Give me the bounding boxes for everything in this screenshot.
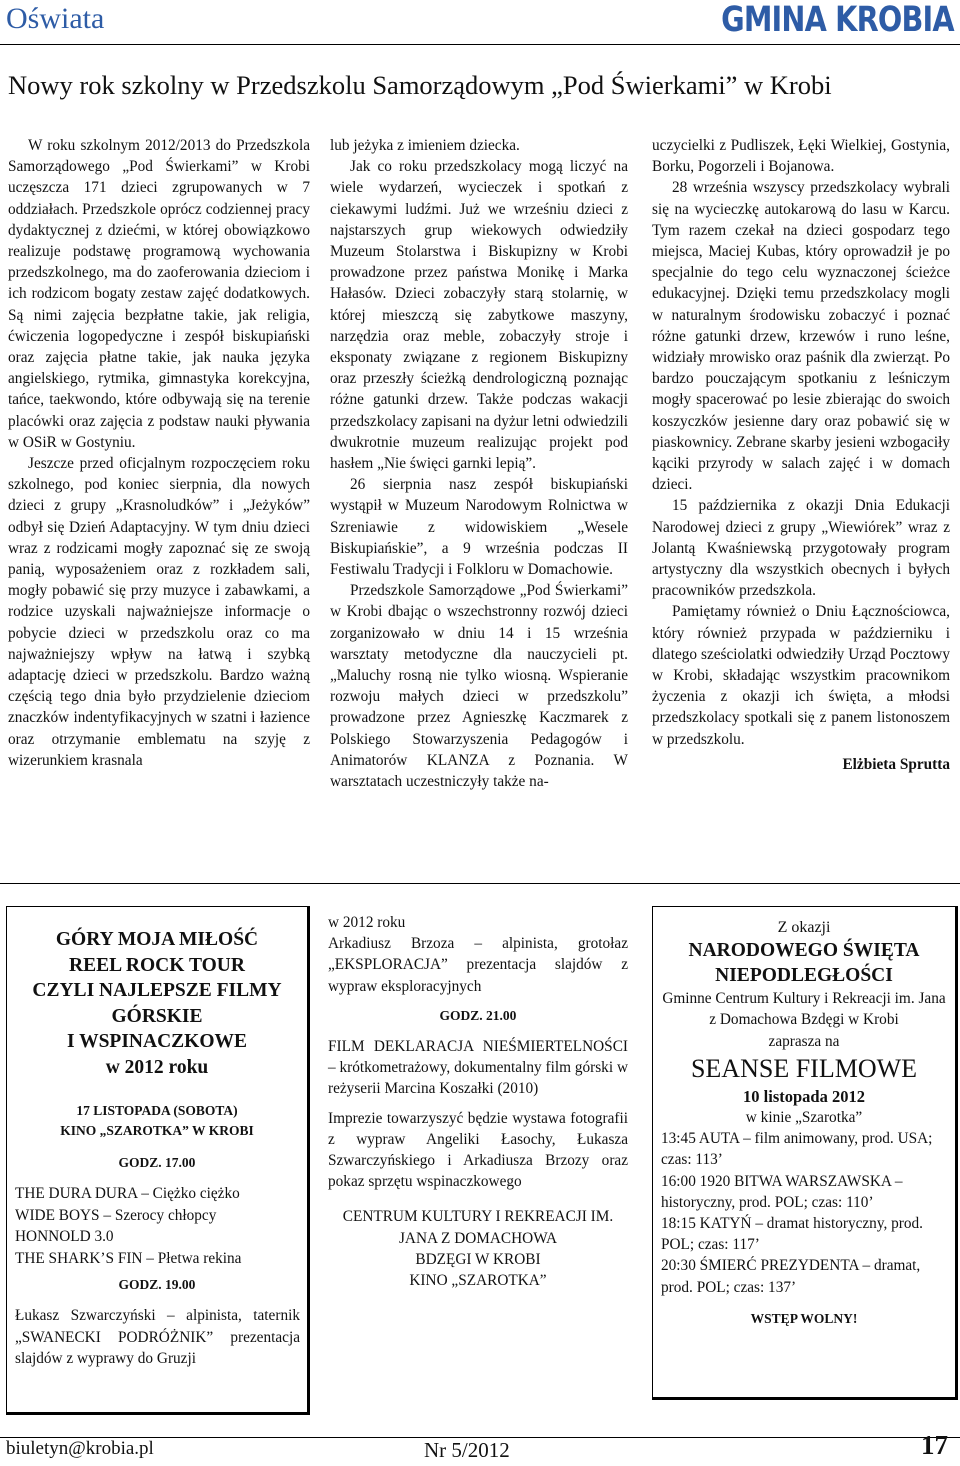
paragraph: Przedszkole Samorządowe „Pod Świerkami” w Krobi dbając o wszechstronny rozwój dzieci zorganizowało w dniu 14 i 15 września warsztaty metodyczne dla nauczycieli pt. „Maluchy rosną nie tylko wiosną. Wspieranie rozwoju małych dzieci w przedszkolu” prowadzone przez Agnieszkę Kaczmarek z Polskiego Stowarzyszenia Pedagogów i Animatorów KLANZA z Poznania. W warsztatach uczestniczyły także na- <box>330 582 628 791</box>
screenings-heading: SEANSE FILMOWE <box>690 1053 918 1083</box>
film-item: HONNOLD 3.0 <box>15 1228 114 1245</box>
footer-email: biuletyn@krobia.pl <box>6 1438 154 1459</box>
paragraph: 26 sierpnia nasz zespół biskupiański wystąpił w Muzeum Narodowym Rolnictwa w Szreniawie z widowiskiem „Wesele Biskupiańskie”, a 9 września podczas II Festiwalu Tradycji i Folkloru w Domachowie. <box>330 476 628 579</box>
section-divider <box>0 883 960 884</box>
screening-item: 20:30 ŚMIERĆ PREZYDENTA – dramat, prod. POL; czas: 137’ <box>661 1257 921 1296</box>
film-item: THE DURA DURA – Ciężko ciężko <box>15 1185 240 1202</box>
section-title: Oświata <box>6 2 105 35</box>
paragraph: lub jeżyka z imieniem dziecka. <box>330 137 520 154</box>
paragraph: W roku szkolnym 2012/2013 do Przedszkola Samorządowego „Pod Świerkami” w Krobi uczęszcza 171 dzieci zgrupowanych w 7 oddziałach. Przedszkole oprócz codziennej pracy dydaktycznej z dziećmi, w której obowiązkowo realizuje podstawę programową wychowania przedszkolnego, ma do zaoferowania dzieciom i ich rodzicom bogaty zestaw zajęć dodatkowych. Są nimi zajęcia bezpłatne takie, jak religia, ćwiczenia logopedyczne i zespół biskupiański oraz zajęcia płatne takie, jak nauka języka angielskiego, rytmika, gimnastyka korekcyjna, tańce, taekwondo, które odbywają się na terenie placówki oraz zajęcia z podstaw nauki pływania w OSiR w Gostyniu. <box>8 137 310 451</box>
screening-list <box>653 1128 955 1298</box>
article-column-1 <box>8 135 310 771</box>
event-box-independence-films: Z okazji NARODOWEGO ŚWIĘTA NIEPODLEGŁOŚCI Gminne Centrum Kultury i Rekreacji im. Jana z Domachowa Bzdęgi w Krobi zaprasza na SEANSE FILMOWE 10 listopada 2012 w kinie „Szarotka” 13:45 AUTA – film animowany, prod. USA; czas: 113’ 16:00 1920 BITWA WARSZAWSKA – historyczny, prod. POL; czas: 110’ 18:15 KATYŃ – dramat historyczny, prod. POL; czas: 117’ 20:30 ŚMIERĆ PREZYDENTA – dramat, prod. POL; czas: 137’ WSTĘP WOLNY! <box>652 906 958 1400</box>
guest-info: Łukasz Szwarczyński – alpinista, taternik „SWANECKI PODRÓŻNIK” prezentacja slajdów z wyprawy do Gruzji <box>15 1307 300 1367</box>
paragraph: uczycielki z Pudliszek, Łęki Wielkiej, Gostynia, Borku, Pogorzeli i Bojanowa. <box>652 137 950 176</box>
paragraph: 15 października z okazji Dnia Edukacji Narodowej dzieci z grupy „Wiewiórek” wraz z Jolantą Kwaśniewską przygotowały program artystyczny dla wszystkich obecnych i byłych pracowników przedszkola. <box>652 497 950 600</box>
brand-logo: GMINA KROBIA <box>721 0 954 40</box>
screening-item: 13:45 AUTA – film animowany, prod. USA; czas: 113’ <box>661 1130 933 1169</box>
paragraph: Jak co roku przedszkolacy mogą liczyć na wiele wydarzeń, wycieczek i spotkań z ciekawymi ludźmi. Już we wrześniu dzieci z najstarszych grup wiekowych odwiedziły Muzeum Stolarstwa i Biskupizny w Krobi prowadzone przez państwa Monikę i Marka Hałasów. Dzieci zobaczyły starą stolarnię, w której mieszczą się zabytkowe maszyny, narzędzia oraz meble, zobaczyły stroje i eksponaty związane z regionem Biskupizny oraz przeszły ścieżką dendrologiczną poznając różne gatunki drzew. Także podczas wakacji przedszkolacy zapisani na dyżur letni odwiedzili dwukrotnie muzeum realizując projekt pod hasłem „Nie święci garnki lepią”. <box>330 158 628 473</box>
paragraph: Jeszcze przed oficjalnym rozpoczęciem roku szkolnego, pod koniec sierpnia, dla nowych dzieci z grupy „Krasnoludków” i „Jeżyków” odbył się Dzień Adaptacyjny. W tym dniu dzieci wraz z rodzicami mogły zapoznać się ze swoją panią, wyposażeniem oraz z rozkładem sali, mogły pobawić się przy muzyce i zabawkami, a rodzice uzyskali najważniejsze informacje o pobycie dzieci w przedszkolu oraz co ma najważniejszy wpływ na łatwą i szybką adaptację dzieci w przedszkolu. Bardzo ważną częścią tego dnia było przydzielenie dzieciom znaczków indentyfikacyjnych w szatni i łazience oraz otrzymanie emblematu na szyję z wizerunkiem krasnala <box>8 455 310 769</box>
film-item: THE SHARK’S FIN – Płetwa rekina <box>15 1249 242 1267</box>
article-headline: Nowy rok szkolny w Przedszkolu Samorządowym „Pod Świerkami” w Krobi <box>8 70 832 100</box>
event-middle-column: w 2012 roku Arkadiusz Brzoza – alpinista, grotołaz „EKSPLORACJA” prezentacja slajdów z wypraw eksploracyjnych GODZ. 21.00 FILM DEKLARACJA NIEŚMIERTELNOŚCI – krótkometrażowy, dokumentalny film górski w reżyserii Marcina Koszałki (2010) Imprezie towarzyszyć będzie wystawa fotografii z wypraw Angeliki Łasochy, Łukasza Szwarczyńskiego i Arkadiusza Brzozy oraz pokaz sprzętu wspinaczkowego CENTRUM KULTURY I REKREACJI IM. JANA Z DOMACHOWA BDZĘGI W KROBI KINO „SZAROTKA” <box>328 912 628 1291</box>
page-header <box>0 0 960 45</box>
footer-issue: Nr 5/2012 <box>424 1438 510 1462</box>
film-item: WIDE BOYS – Szerocy chłopcy <box>15 1206 217 1224</box>
event-date-venue: 17 LISTOPADA (SOBOTA) KINO „SZAROTKA” W KROBI <box>60 1103 254 1138</box>
event-box-mountain-films <box>6 906 310 1415</box>
free-entry: WSTĘP WOLNY! <box>750 1310 858 1326</box>
venue-block: CENTRUM KULTURY I REKREACJI IM. JANA Z DOMACHOWA BDZĘGI W KROBI KINO „SZAROTKA” <box>342 1208 614 1290</box>
paragraph: Pamiętamy również o Dniu Łącznościowca, który również przypada w październiku i dlatego sześciolatki odwiedziły Urząd Pocztowy w Krobi, składając wszystkim pracownikom życzenia z okazji ich święta, a młodsi przedszkolacy spotkali się z panem listonoszem w przedszkolu. <box>652 603 950 748</box>
event-time-3: GODZ. 21.00 <box>439 1007 517 1023</box>
event-time-1: GODZ. 17.00 <box>118 1155 196 1170</box>
event-title: GÓRY MOJA MIŁOŚĆ REEL ROCK TOUR CZYLI NAJLEPSZE FILMY GÓRSKIE I WSPINACZKOWE w 2012 roku <box>32 929 282 1078</box>
paragraph: 28 września wszyscy przedszkolacy wybrali się na wycieczkę autokarową do lasu w Karcu. Tym razem czekał na dzieci gospodarz tego miejsca, Maciej Kubas, który oprowadził je po specjalnie do tego celu wyznaczonej ścieżce edukacyjnej. Dzięki temu przedszkolacy mogli w naturalnym środowisku zobaczyć i poznać różne gatunki drzew, krzewów i runo leśne, widziały mrowisko oraz paśnik dla zwierząt. Po bardzo pouczającym spotkaniu z leśniczym mogły spacerować po lesie zbierając do swoich koszyczków jesienne dary oraz pobawić się w piaskownicy. Zebrane skarby jesieni wzbogaciły kąciki przyrody w salach zajęć i w domach dzieci. <box>652 179 950 494</box>
screening-item: 18:15 KATYŃ – dramat historyczny, prod. POL; czas: 117’ <box>661 1215 923 1254</box>
event-time-2: GODZ. 19.00 <box>118 1277 196 1292</box>
page-number: 17 <box>921 1430 948 1460</box>
film-list <box>15 1183 300 1269</box>
screening-item: 16:00 1920 BITWA WARSZAWSKA – historyczny, prod. POL; czas: 110’ <box>661 1172 903 1211</box>
article-column-3 <box>652 135 950 775</box>
article-column-2 <box>330 135 628 792</box>
article-author: Elżbieta Sprutta <box>842 755 950 773</box>
